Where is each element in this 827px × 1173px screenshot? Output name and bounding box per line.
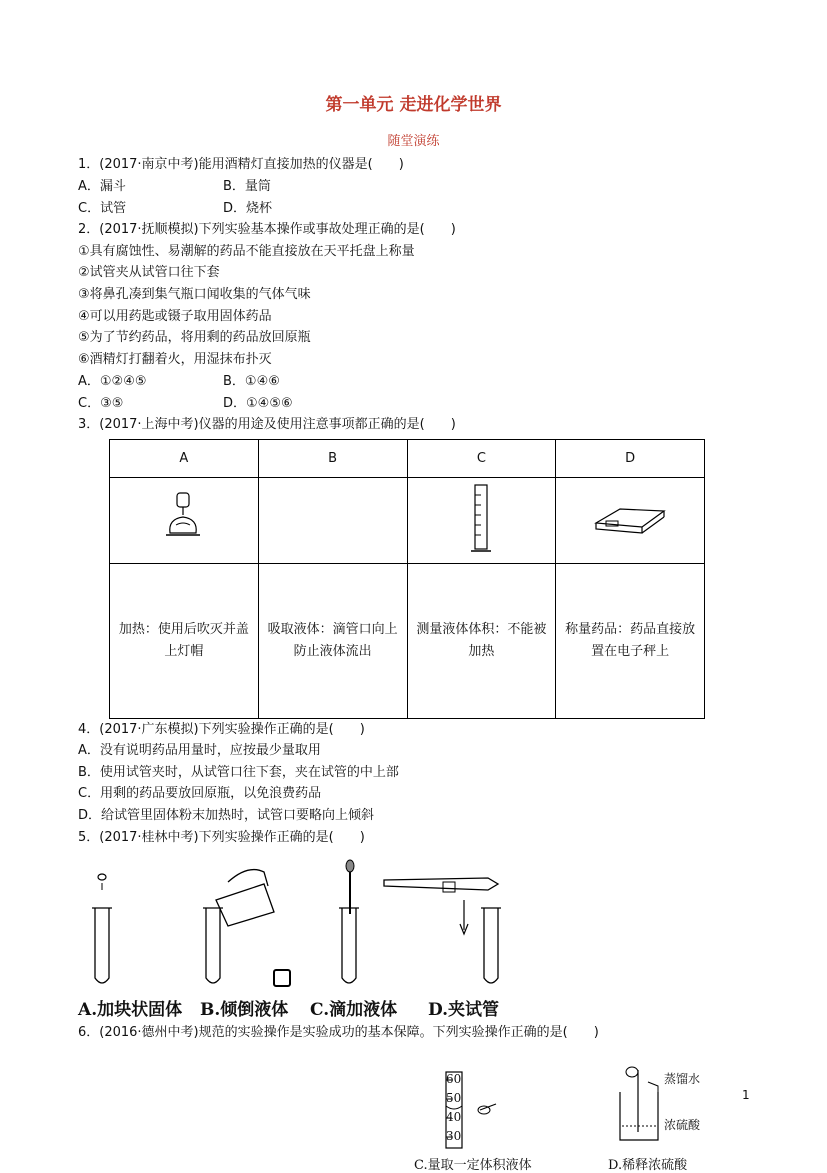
q2-item-5: ⑤为了节约药品，将用剩的药品放回原瓶: [78, 330, 311, 345]
q5-caption-b: B.倾倒液体: [200, 1000, 289, 1020]
q6-beaker-figure: [612, 1062, 662, 1148]
q2-stem: 2．(2017·抚顺模拟)下列实验基本操作或事故处理正确的是( ): [78, 222, 456, 237]
q4-option-a: A．没有说明药品用量时，应按最少量取用: [78, 743, 321, 758]
q3-header-b: B: [258, 440, 407, 478]
q5-figures: [78, 860, 528, 990]
q3-image-b: [258, 478, 407, 564]
q6-tick-30: 30: [446, 1129, 462, 1143]
q2-item-4: ④可以用药匙或镊子取用固体药品: [78, 309, 272, 324]
q5-stem: 5．(2017·桂林中考)下列实验操作正确的是( ): [78, 830, 365, 845]
q5-caption-c: C.滴加液体: [310, 1000, 398, 1020]
q4-option-b: B．使用试管夹时，从试管口往下套，夹在试管的中上部: [78, 765, 399, 780]
q6-stem: 6．(2016·德州中考)规范的实验操作是实验成功的基本保障。下列实验操作正确的是( ): [78, 1025, 599, 1040]
q2-option-a: A．①②④⑤: [78, 374, 147, 389]
q1-option-d: D．烧杯: [223, 201, 273, 216]
q3-text-b: 吸取液体：滴管口向上防止液体流出: [258, 563, 407, 718]
q3-image-a: [110, 478, 259, 564]
q6-tick-60: 60: [446, 1072, 462, 1086]
q6-label-acid: 浓硫酸: [664, 1118, 701, 1132]
q2-item-6: ⑥酒精灯打翻着火，用湿抹布扑灭: [78, 352, 272, 367]
q6-caption-c: C.量取一定体积液体: [414, 1158, 532, 1173]
q6-label-water: 蒸馏水: [664, 1072, 701, 1086]
q1-option-b: B．量筒: [223, 179, 271, 194]
q4-stem: 4．(2017·广东模拟)下列实验操作正确的是( ): [78, 722, 365, 737]
test-tube-solid-icon: [92, 874, 112, 983]
q6-caption-d: D.稀释浓硫酸: [608, 1158, 688, 1173]
q6-tick-40: 40: [446, 1110, 462, 1124]
q3-text-a: 加热：使用后吹灭并盖上灯帽: [110, 563, 259, 718]
q3-header-a: A: [110, 440, 259, 478]
alcohol-lamp-icon: [154, 489, 214, 549]
q2-item-3: ③将鼻孔凑到集气瓶口闻收集的气体气味: [78, 287, 311, 302]
q2-option-d: D．①④⑤⑥: [223, 396, 293, 411]
q4-option-d: D．给试管里固体粉末加热时，试管口要略向上倾斜: [78, 808, 375, 823]
page-subtitle: 随堂演练: [387, 134, 440, 149]
q6-tick-50: 50: [446, 1091, 462, 1105]
q2-item-2: ②试管夹从试管口往下套: [78, 265, 220, 280]
q3-header-c: C: [407, 440, 556, 478]
q3-text-c: 测量液体体积：不能被加热: [407, 563, 556, 718]
page-number: 1: [742, 1088, 750, 1102]
q5-caption-a: A.加块状固体: [78, 1000, 183, 1020]
q3-table: [109, 439, 705, 719]
q3-header-d: D: [556, 440, 705, 478]
q1-option-c: C．试管: [78, 201, 127, 216]
page-title: 第一单元 走进化学世界: [325, 95, 502, 115]
q2-item-1: ①具有腐蚀性、易潮解的药品不能直接放在天平托盘上称量: [78, 244, 415, 259]
q3-text-d: 称量药品：药品直接放置在电子秤上: [556, 563, 705, 718]
q5-caption-d: D.夹试管: [428, 1000, 500, 1020]
pouring-liquid-icon: [203, 870, 290, 986]
q1-stem: 1．(2017·南京中考)能用酒精灯直接加热的仪器是( ): [78, 157, 404, 172]
test-tube-clamp-icon: [384, 878, 501, 983]
electronic-scale-icon: [590, 499, 670, 539]
q3-stem: 3．(2017·上海中考)仪器的用途及使用注意事项都正确的是( ): [78, 417, 456, 432]
q1-option-a: A．漏斗: [78, 179, 126, 194]
q2-option-b: B．①④⑥: [223, 374, 280, 389]
q3-image-c: [407, 478, 556, 564]
q4-option-c: C．用剩的药品要放回原瓶，以免浪费药品: [78, 786, 322, 801]
measuring-cylinder-icon: [461, 481, 501, 557]
q3-image-d: [556, 478, 705, 564]
q2-option-c: C．③⑤: [78, 396, 124, 411]
dropper-icon: [339, 860, 359, 983]
